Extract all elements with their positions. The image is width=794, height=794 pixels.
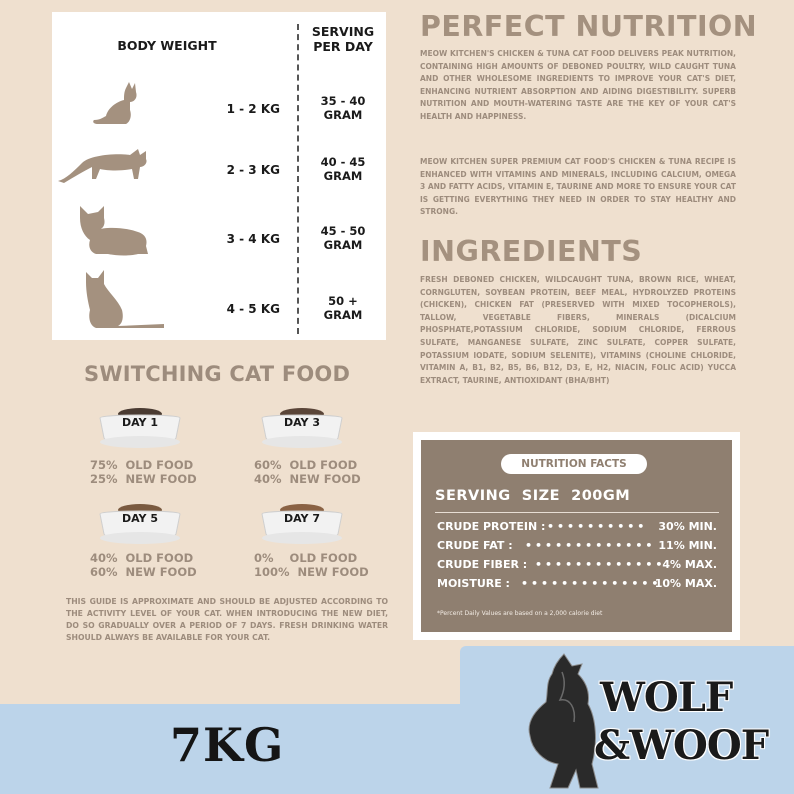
mix-ratio [254,459,361,486]
nutrient-value: 10% MAX. [654,577,717,590]
weight-range: 3 - 4 KG [226,232,280,246]
old-food-ratio: 75% OLD FOOD [90,458,194,472]
weight-range: 4 - 5 KG [226,302,280,316]
day-label: DAY 3 [283,416,321,429]
weight-range: 2 - 3 KG [226,163,280,177]
dot-leader: ••••••••••••• [535,558,666,571]
food-bowl [258,402,348,452]
serving-amount: 40 - 45 GRAM [320,155,366,183]
mix-ratio [90,459,197,486]
new-food-ratio: 100% NEW FOOD [254,564,369,579]
nutrition-facts-panel [413,432,740,640]
nutrition-paragraph-1: MEOW KITCHEN'S CHICKEN & TUNA CAT FOOD DELIVERS PEAK NUTRITION, CONTAINING HIGH AMOUNTS OF DEBONED POULTRY, WILD CAUGHT TUNA AND OTHER WHOLESOME INGREDIENTS TO IMPROVE YOUR CAT'S DIET, ENHANCING NUTRIENT ABSORPTION AND AIDING DIGESTIBILITY. SUPERB NUTRITION AND MOUTH-WATERING TASTE ARE THE KEY OF YOUR CAT'S HEALTH AND HAPPINESS. [420,49,736,121]
nutrition-facts-pill: NUTRITION FACTS [501,454,647,474]
ingredients-text: FRESH DEBONED CHICKEN, WILDCAUGHT TUNA, BROWN RICE, WHEAT, CORNGLUTEN, SOYBEAN PROTEIN, BEEF MEAL, HYDROLYZED PROTEINS (CHICKEN), CHICKEN FAT (PRESERVED WITH MIXED TOCOPHEROLS), TALLOW, VEGETABLE FIBERS, MINERALS (DICALCIUM PHOSPHATE,POTASSIUM CHLORIDE, SODIUM CHLORIDE, FERROUS SULFATE, MANGANESE SULFATE, ZINC SULFATE, COPPER SULFATE, POTASSIUM IODATE, SODIUM SELENITE), VITAMINS (CHOLINE CHLORIDE, VITAMIN A, B1, B2, B5, B6, B12, D3, E, H2, NIACIN, FOLIC ACID) YUCCA EXTRACT, TAURINE, ANTIOXIDANT (BHA/BHT) [420,275,736,385]
table-row [52,80,386,140]
table-row [52,145,386,205]
weight-range: 1 - 2 KG [226,102,280,116]
table-row [52,204,386,264]
header-serving: SERVING PER DAY [311,24,375,54]
switching-guide-text: THIS GUIDE IS APPROXIMATE AND SHOULD BE ADJUSTED ACCORDING TO THE ACTIVITY LEVEL OF YOUR CAT. WHEN INTRODUCING THE NEW DIET, DO SO GRADUALLY OVER A PERIOD OF 7 DAYS. FRESH DRINKING WATER SHOULD ALWAYS BE AVAILABLE FOR YOUR CAT. [66,597,388,642]
feeding-table [52,12,386,340]
package-weight: 7KG [170,718,285,772]
logo-line-2: &WOOF [594,722,769,769]
standing-cat-icon [56,145,152,187]
serving-divider [435,512,719,513]
nutrient-label: MOISTURE : [437,577,510,590]
nutrient-row [437,577,717,595]
food-bowl [96,402,186,452]
nutrient-row [437,558,717,576]
logo-line-1: WOLF [600,674,733,721]
nutrient-value: 4% MAX. [662,558,717,571]
mix-ratio [254,552,369,579]
serving-amount: 45 - 50 GRAM [320,224,366,252]
table-row [52,266,386,326]
sitting-cat-back-icon [78,266,168,330]
day-label: DAY 1 [121,416,159,429]
serving-size: SERVING SIZE 200GM [435,488,631,504]
mix-ratio [90,552,197,579]
nutrient-row [437,520,717,538]
food-bowl [96,498,186,548]
sitting-cat-icon [86,80,146,130]
day-label: DAY 7 [283,512,321,525]
nutrient-value: 30% MIN. [658,520,717,533]
nutrient-row [437,539,717,557]
day-label: DAY 5 [121,512,159,525]
dot-leader: ••••••••••••• [525,539,656,552]
nutrient-value: 11% MIN. [658,539,717,552]
brand-logo [520,652,790,792]
serving-amount: 35 - 40 GRAM [320,94,366,122]
new-food-ratio: 25% NEW FOOD [90,471,197,486]
serving-amount: 50 + GRAM [323,294,363,322]
dot-leader: •••••••••••••• [521,577,662,590]
nutrition-facts-box [421,440,732,632]
old-food-ratio: 40% OLD FOOD [90,551,194,565]
food-bowl [258,498,348,548]
dot-leader: •••••••••• [547,520,648,533]
nutrient-label: CRUDE PROTEIN : [437,520,546,533]
ingredients-title: INGREDIENTS [420,235,643,268]
nutrition-paragraph-2: MEOW KITCHEN SUPER PREMIUM CAT FOOD'S CHICKEN & TUNA RECIPE IS ENHANCED WITH VITAMINS AND MINERALS, INCLUDING CALCIUM, OMEGA 3 AND FATTY ACIDS, VITAMIN E, TAURINE AND MORE TO ENSURE YOUR CAT IS GETTING EVERYTHING THEY NEED IN ORDER TO STAY HEALTHY AND STRONG. [420,157,736,217]
new-food-ratio: 60% NEW FOOD [90,564,197,579]
daily-values-note: *Percent Daily Values are based on a 2,000 calorie diet [437,610,603,617]
nutrient-label: CRUDE FIBER : [437,558,528,571]
crouching-cat-icon [74,204,154,260]
old-food-ratio: 0% OLD FOOD [254,551,358,565]
new-food-ratio: 40% NEW FOOD [254,471,361,486]
old-food-ratio: 60% OLD FOOD [254,458,358,472]
header-body-weight: BODY WEIGHT [117,38,217,53]
nutrient-label: CRUDE FAT : [437,539,513,552]
switching-title: SWITCHING CAT FOOD [84,362,351,386]
perfect-nutrition-title: PERFECT NUTRITION [420,10,758,43]
